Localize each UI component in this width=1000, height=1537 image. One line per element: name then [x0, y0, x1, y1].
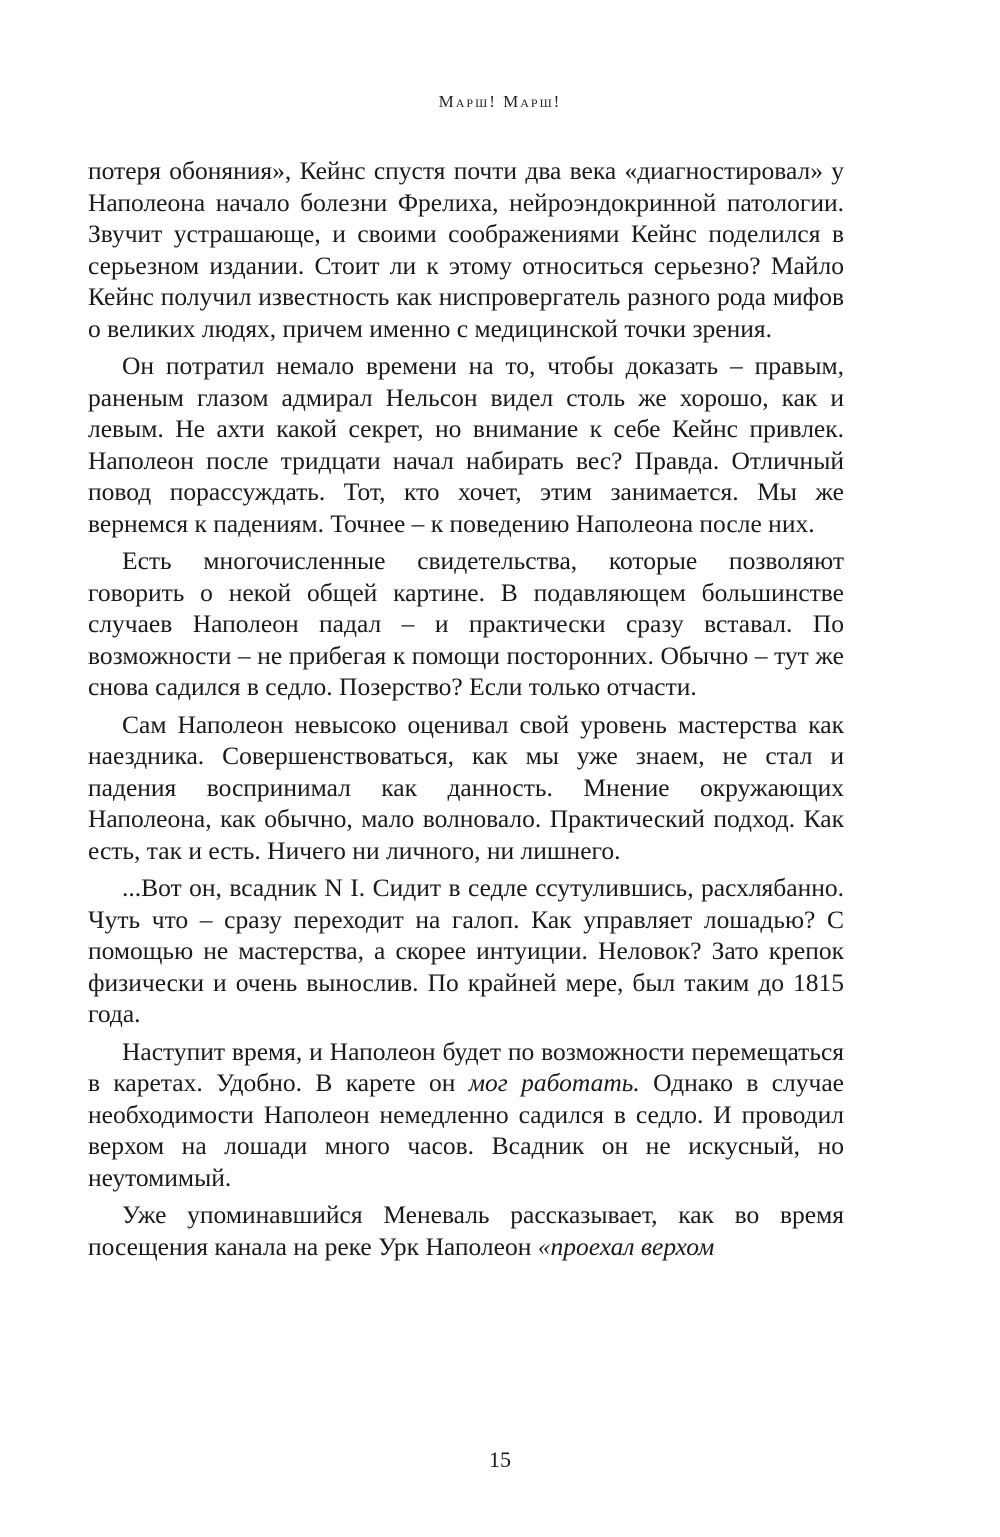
paragraph-5: ...Вот он, всадник N I. Сидит в седле ссутулившись, расхлябанно. Чуть что – сразу переходит на галоп. Как управляет лошадью? С помощью не мастерства, а скорее интуиции. Неловок? Зато крепок физически и очень вынослив. По крайней мере, был таким до 1815 года. [88, 873, 844, 1028]
main-text [88, 155, 844, 1268]
paragraph-2: Он потратил немало времени на то, чтобы доказать – правым, раненым глазом адмирал Нельсон видел столь же хорошо, как и левым. Не ахти какой секрет, но внимание к себе Кейнс привлек. Наполеон после тридцати начал набирать вес? Правда. Отличный повод порассуждать. Тот, кто хочет, этим занимается. Мы же вернемся к падениям. Точнее – к поведению Наполеона после них. [88, 351, 844, 538]
paragraph-6 [88, 1036, 844, 1194]
paragraph-7-italic: «проехал верхом [537, 1231, 715, 1261]
paragraph-7 [88, 1199, 844, 1262]
paragraph-6-italic: мог работать. [468, 1068, 640, 1097]
page-number: 15 [489, 1447, 511, 1472]
paragraph-7-text: Уже упоминавшийся Меневаль рассказывает, как во время посещения канала на реке Урк Наполеон [88, 1200, 844, 1261]
running-head: Марш! Марш! [438, 92, 562, 111]
paragraph-6-text-a: Наступит время, и Наполеон будет по возможности перемещаться в каретах. Удобно. В карете он [88, 1036, 844, 1097]
paragraph-3: Есть многочисленные свидетельства, которые позволяют говорить о некой общей картине. В подавляющем большинстве случаев Наполеон падал – и практически сразу вставал. По возможности – не прибегая к помощи посторонних. Обычно – тут же снова садился в седло. Позерство? Если только отчасти. [88, 546, 844, 701]
paragraph-1: потеря обоняния», Кейнс спустя почти два века «диагностировал» у Наполеона начало болезни Фрелиха, нейроэндокринной патологии. Звучит устрашающе, и своими соображениями Кейнс поделился в серьезном издании. Стоит ли к этому относиться серьезно? Майло Кейнс получил известность как ниспровергатель разного рода мифов о великих людях, причем именно с медицинской точки зрения. [88, 156, 844, 343]
paragraph-6-text-b: Однако в случае необходимости Наполеон немедленно садился в седло. И проводил верхом на лошади много часов. Всадник он не искусный, но неутомимый. [88, 1068, 844, 1192]
paragraph-4: Сам Наполеон невысоко оценивал свой уровень мастерства как наездника. Совершенствоваться, как мы уже знаем, не стал и падения воспринимал как данность. Мнение окружающих Наполеона, как обычно, мало волновало. Практический подход. Как есть, так и есть. Ничего ни личного, ни лишнего. [88, 709, 844, 865]
